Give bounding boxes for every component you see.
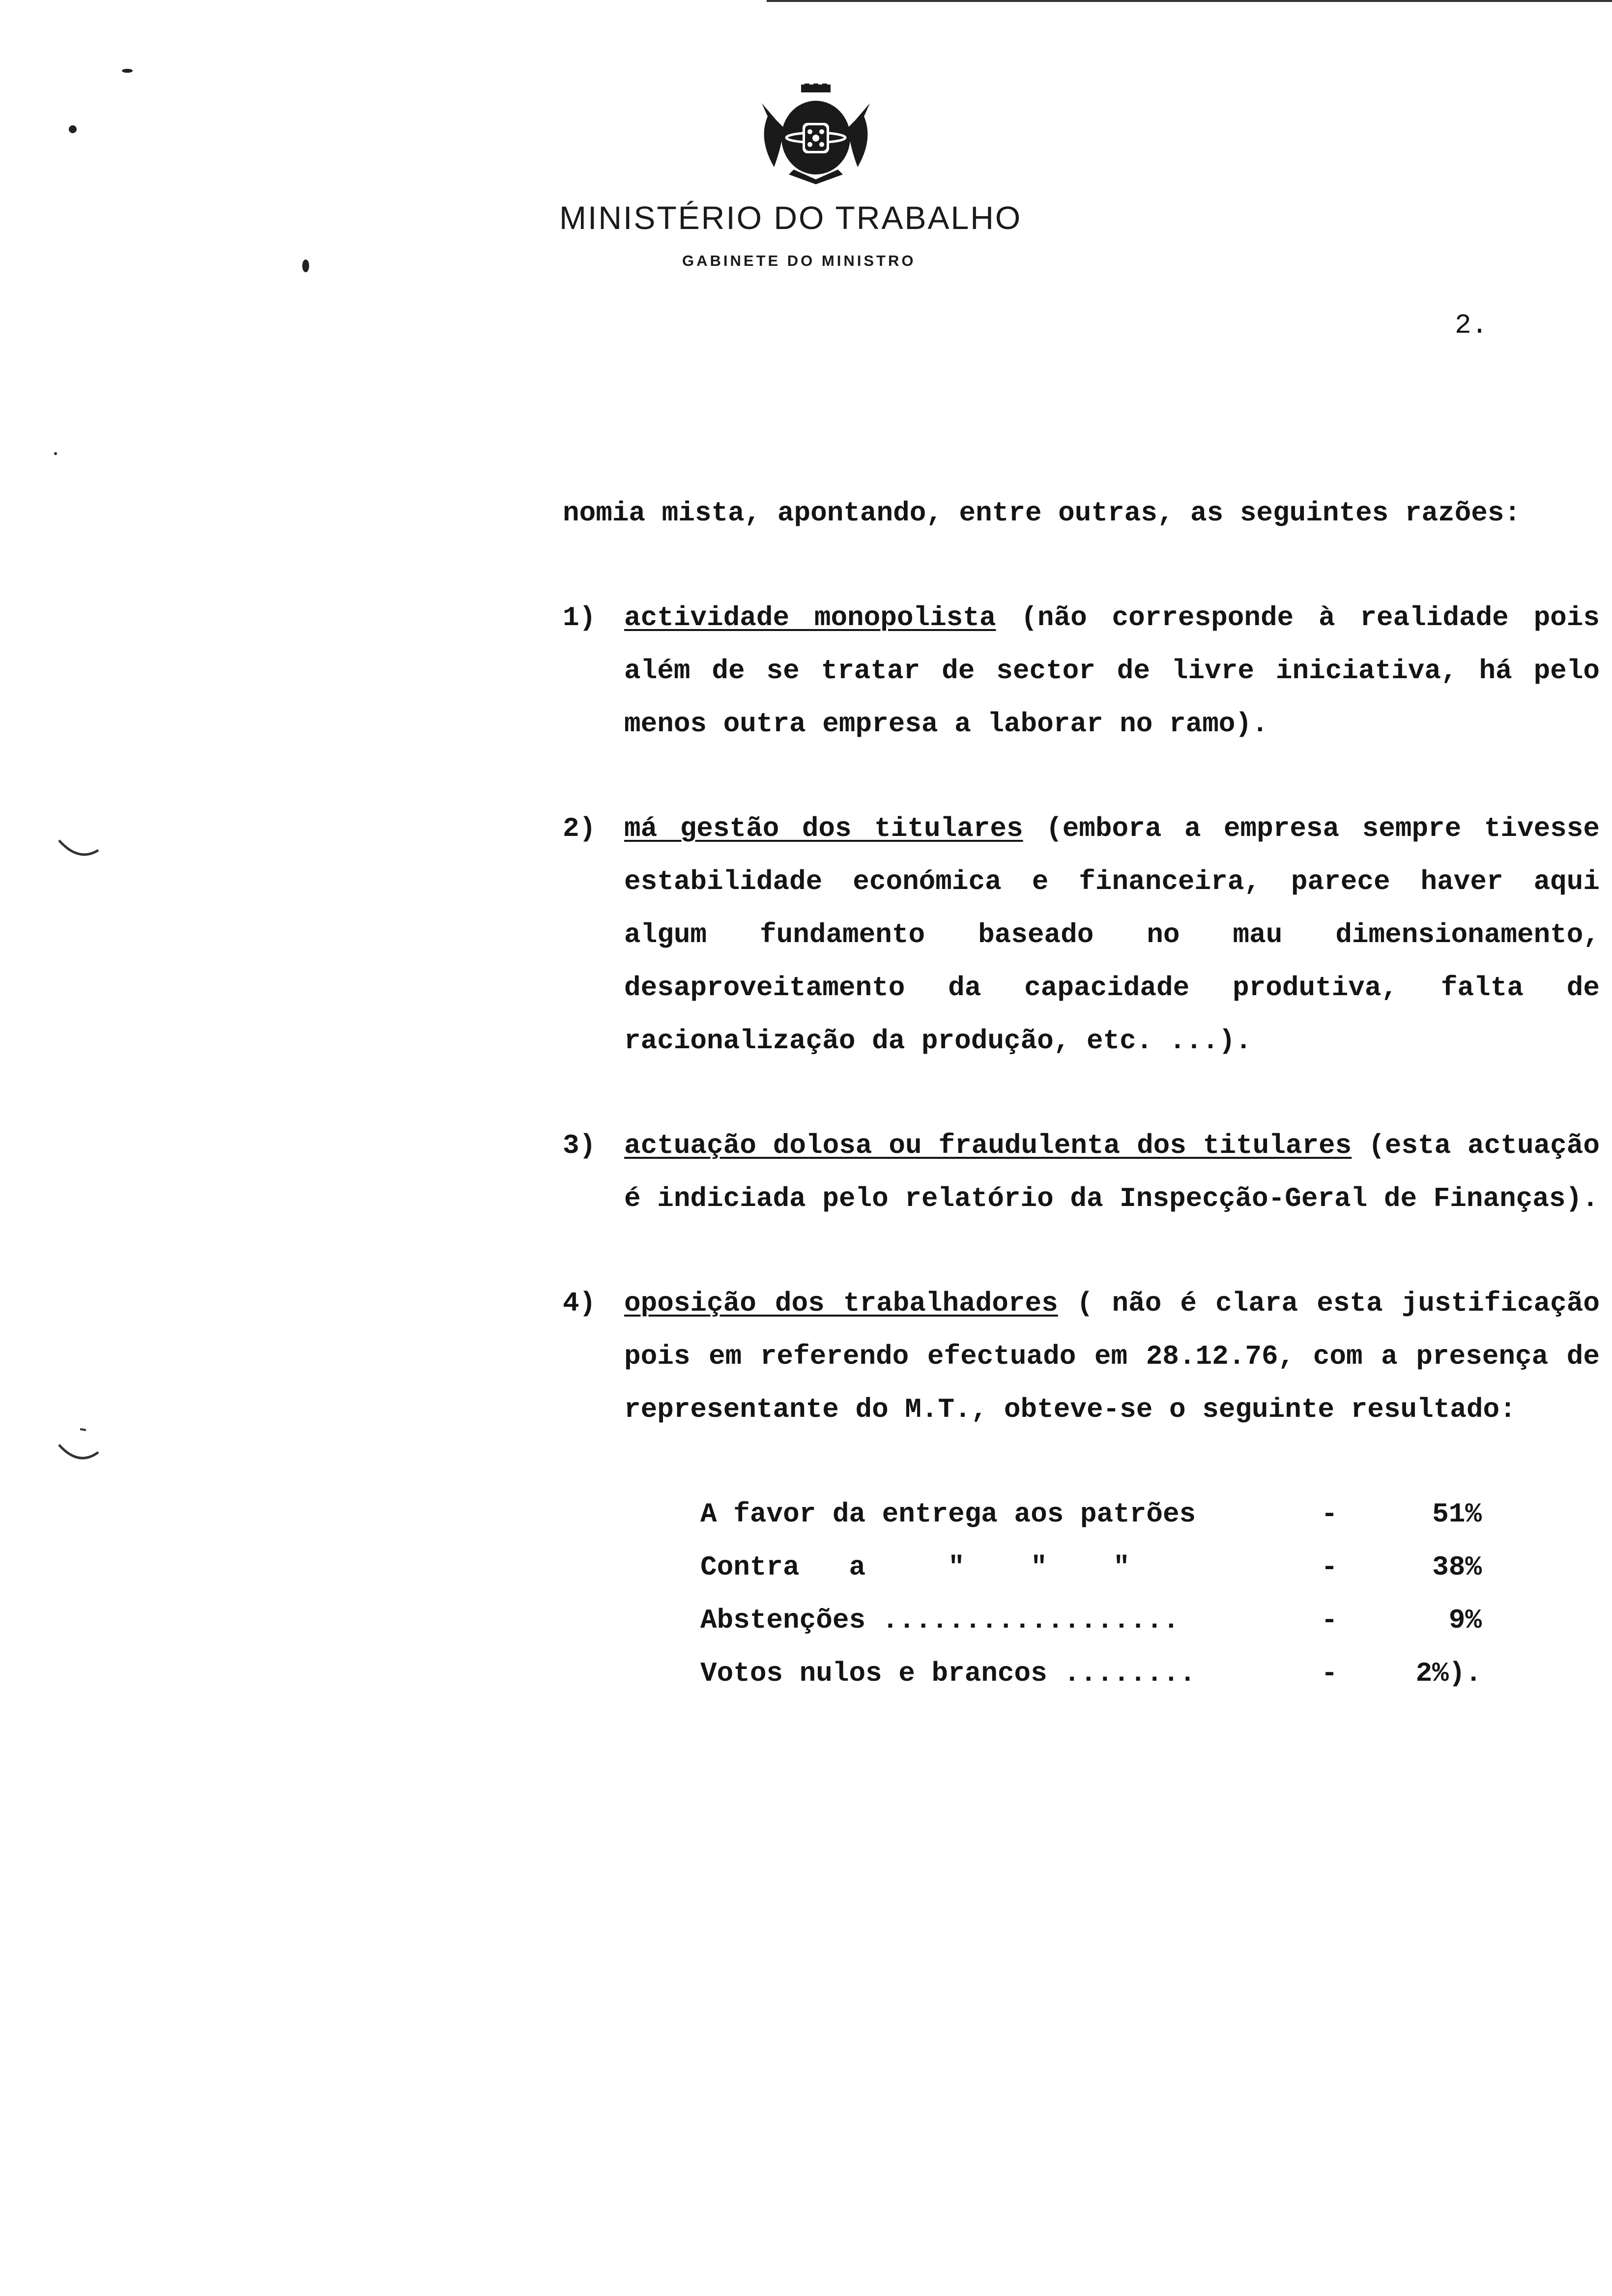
intro-paragraph: nomia mista, apontando, entre outras, as seguintes razões: [563, 497, 1521, 529]
list-item [563, 591, 1600, 750]
binder-hole-mark [57, 835, 101, 865]
result-row [700, 1647, 1482, 1700]
item-text [624, 1277, 1600, 1436]
item-number: 3) [563, 1130, 596, 1161]
item-number: 4) [563, 1288, 596, 1319]
list-item [563, 1277, 1600, 1436]
result-value: 38% [1432, 1551, 1482, 1583]
result-dash: - [1321, 1605, 1338, 1636]
result-dash: - [1321, 1498, 1338, 1530]
list-item [563, 1119, 1600, 1225]
referendum-results [700, 1488, 1482, 1700]
scan-mark [54, 452, 57, 455]
result-value: 51% [1432, 1498, 1482, 1530]
item-heading: má gestão dos titulares [624, 813, 1023, 844]
result-label: Votos nulos e brancos ........ [700, 1658, 1196, 1689]
result-value: 2%). [1415, 1658, 1482, 1689]
item-heading: actividade monopolista [624, 602, 996, 633]
item-text [624, 1119, 1600, 1225]
ministry-title: MINISTÉRIO DO TRABALHO [559, 200, 1022, 236]
item-heading: actuação dolosa ou fraudulenta dos titulares [624, 1130, 1352, 1161]
item-number: 2) [563, 813, 596, 844]
scan-mark [69, 125, 77, 133]
result-label: Contra a " " " [700, 1551, 1130, 1583]
page-number: 2. [1455, 310, 1488, 341]
coat-of-arms-icon [754, 84, 877, 187]
result-value: 9% [1448, 1605, 1482, 1636]
item-description: (esta actuação é indiciada pelo relatório da Inspecção-Geral de Finanças). [624, 1130, 1600, 1214]
item-description: (não corresponde à realidade pois além de se tratar de sector de livre iniciativa, há pelo menos outra empresa a laborar no ramo). [624, 602, 1600, 740]
top-edge-line [767, 0, 1612, 2]
list-item [563, 802, 1600, 1067]
cabinet-subtitle: GABINETE DO MINISTRO [682, 252, 916, 269]
result-label: Abstenções .................. [700, 1605, 1180, 1636]
item-text [624, 802, 1600, 1067]
result-dash: - [1321, 1658, 1338, 1689]
scan-mark [122, 69, 133, 73]
item-text [624, 591, 1600, 750]
result-row [700, 1541, 1482, 1594]
item-description: ( não é clara esta justificação pois em referendo efectuado em 28.12.76, com a presença de representante do M.T., obteve-se o seguinte resultado: [624, 1288, 1600, 1425]
scan-mark [302, 259, 309, 272]
result-dash: - [1321, 1551, 1338, 1583]
result-row [700, 1594, 1482, 1647]
result-label: A favor da entrega aos patrões [700, 1498, 1196, 1530]
item-description: (embora a empresa sempre tivesse estabilidade económica e financeira, parece haver aqui algum fundamento baseado no mau dimensionamento, desaproveitamento da capacidade produtiva, falta de racionalização da produção, etc. ...). [624, 813, 1600, 1057]
item-heading: oposição dos trabalhadores [624, 1288, 1058, 1319]
binder-hole-mark [57, 1425, 101, 1469]
result-row [700, 1488, 1482, 1541]
document-body [563, 487, 1600, 1700]
item-number: 1) [563, 602, 596, 633]
